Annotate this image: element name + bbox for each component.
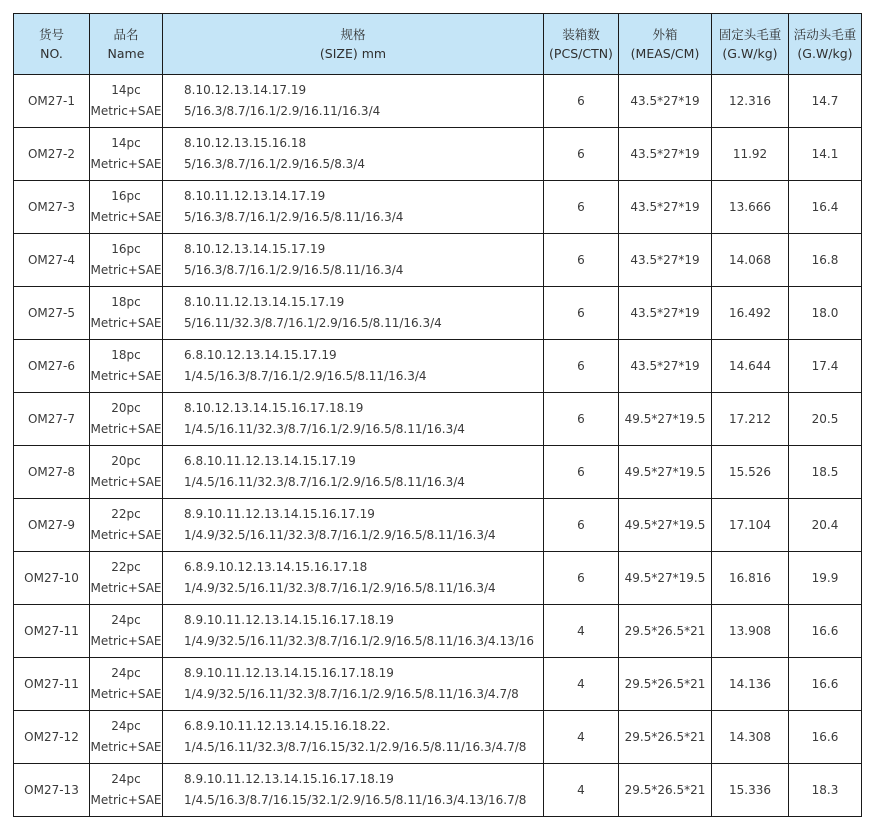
cell-pcs: 4	[544, 711, 619, 764]
size-sae: 1/4.9/32.5/16.11/32.3/8.7/16.1/2.9/16.5/8.11/16.3/4	[184, 528, 496, 542]
name-type: Metric+SAE	[90, 369, 162, 383]
cell-size	[163, 234, 544, 287]
header-no: 货号 NO.	[14, 14, 90, 75]
name-type: Metric+SAE	[90, 528, 162, 542]
size-metric: 6.8.9.10.12.13.14.15.16.17.18	[184, 560, 368, 574]
cell-no: OM27-6	[14, 340, 90, 393]
cell-pcs: 4	[544, 658, 619, 711]
cell-meas: 49.5*27*19.5	[619, 446, 712, 499]
size-metric: 6.8.10.12.13.14.15.17.19	[184, 348, 337, 362]
cell-name	[90, 658, 163, 711]
size-sae: 1/4.9/32.5/16.11/32.3/8.7/16.1/2.9/16.5/8.11/16.3/4.7/8	[184, 687, 519, 701]
header-row	[14, 14, 862, 75]
name-type: Metric+SAE	[90, 793, 162, 807]
table-row	[14, 499, 862, 552]
name-type: Metric+SAE	[90, 157, 162, 171]
table-row	[14, 340, 862, 393]
name-count: 16pc	[111, 242, 141, 256]
cell-no: OM27-9	[14, 499, 90, 552]
cell-name	[90, 499, 163, 552]
name-count: 24pc	[111, 719, 141, 733]
size-sae: 5/16.3/8.7/16.1/2.9/16.11/16.3/4	[184, 104, 381, 118]
cell-no: OM27-13	[14, 764, 90, 817]
header-name: 品名 Name	[90, 14, 163, 75]
size-metric: 8.10.12.13.15.16.18	[184, 136, 307, 150]
size-metric: 8.9.10.11.12.13.14.15.16.17.18.19	[184, 772, 394, 786]
cell-pcs: 4	[544, 764, 619, 817]
cell-name	[90, 181, 163, 234]
name-count: 18pc	[111, 295, 141, 309]
size-sae: 1/4.5/16.11/32.3/8.7/16.1/2.9/16.5/8.11/16.3/4	[184, 422, 465, 436]
cell-name	[90, 340, 163, 393]
size-sae: 5/16.3/8.7/16.1/2.9/16.5/8.11/16.3/4	[184, 210, 404, 224]
cell-name	[90, 711, 163, 764]
cell-fixed-weight: 13.666	[712, 181, 789, 234]
name-count: 16pc	[111, 189, 141, 203]
size-sae: 5/16.3/8.7/16.1/2.9/16.5/8.11/16.3/4	[184, 263, 404, 277]
cell-movable-weight: 14.1	[789, 128, 862, 181]
cell-name	[90, 75, 163, 128]
table-row	[14, 446, 862, 499]
cell-size	[163, 552, 544, 605]
size-sae: 5/16.11/32.3/8.7/16.1/2.9/16.5/8.11/16.3/4	[184, 316, 442, 330]
name-count: 20pc	[111, 401, 141, 415]
table-row	[14, 128, 862, 181]
cell-no: OM27-11	[14, 658, 90, 711]
size-sae: 1/4.5/16.11/32.3/8.7/16.1/2.9/16.5/8.11/16.3/4	[184, 475, 465, 489]
cell-movable-weight: 18.0	[789, 287, 862, 340]
size-metric: 8.10.12.13.14.15.17.19	[184, 242, 326, 256]
size-metric: 8.9.10.11.12.13.14.15.16.17.18.19	[184, 666, 394, 680]
size-sae: 1/4.5/16.11/32.3/8.7/16.15/32.1/2.9/16.5/8.11/16.3/4.7/8	[184, 740, 527, 754]
cell-no: OM27-1	[14, 75, 90, 128]
cell-meas: 29.5*26.5*21	[619, 711, 712, 764]
cell-size	[163, 711, 544, 764]
cell-no: OM27-4	[14, 234, 90, 287]
name-count: 22pc	[111, 560, 141, 574]
cell-size	[163, 393, 544, 446]
cell-meas: 49.5*27*19.5	[619, 393, 712, 446]
spec-table	[13, 13, 862, 817]
cell-pcs: 6	[544, 340, 619, 393]
cell-pcs: 6	[544, 499, 619, 552]
cell-size	[163, 340, 544, 393]
table-row	[14, 234, 862, 287]
cell-movable-weight: 16.4	[789, 181, 862, 234]
size-metric: 6.8.10.11.12.13.14.15.17.19	[184, 454, 356, 468]
cell-name	[90, 446, 163, 499]
cell-name	[90, 287, 163, 340]
cell-fixed-weight: 14.068	[712, 234, 789, 287]
cell-meas: 29.5*26.5*21	[619, 764, 712, 817]
size-sae: 5/16.3/8.7/16.1/2.9/16.5/8.3/4	[184, 157, 365, 171]
table-body	[14, 75, 862, 817]
name-count: 14pc	[111, 136, 141, 150]
cell-fixed-weight: 15.336	[712, 764, 789, 817]
cell-meas: 29.5*26.5*21	[619, 605, 712, 658]
name-count: 24pc	[111, 666, 141, 680]
table-row	[14, 552, 862, 605]
cell-movable-weight: 18.3	[789, 764, 862, 817]
size-metric: 8.9.10.11.12.13.14.15.16.17.18.19	[184, 613, 394, 627]
name-type: Metric+SAE	[90, 316, 162, 330]
cell-meas: 43.5*27*19	[619, 75, 712, 128]
cell-meas: 43.5*27*19	[619, 128, 712, 181]
cell-fixed-weight: 14.644	[712, 340, 789, 393]
size-metric: 8.9.10.11.12.13.14.15.16.17.19	[184, 507, 375, 521]
cell-no: OM27-2	[14, 128, 90, 181]
cell-name	[90, 605, 163, 658]
name-type: Metric+SAE	[90, 581, 162, 595]
table-row	[14, 181, 862, 234]
name-type: Metric+SAE	[90, 634, 162, 648]
size-sae: 1/4.9/32.5/16.11/32.3/8.7/16.1/2.9/16.5/8.11/16.3/4	[184, 581, 496, 595]
cell-size	[163, 764, 544, 817]
cell-fixed-weight: 14.136	[712, 658, 789, 711]
name-type: Metric+SAE	[90, 104, 162, 118]
cell-size	[163, 605, 544, 658]
cell-size	[163, 287, 544, 340]
table-row	[14, 393, 862, 446]
table-row	[14, 764, 862, 817]
cell-pcs: 6	[544, 287, 619, 340]
cell-movable-weight: 16.6	[789, 605, 862, 658]
cell-pcs: 6	[544, 234, 619, 287]
name-count: 24pc	[111, 613, 141, 627]
size-metric: 6.8.9.10.11.12.13.14.15.16.18.22.	[184, 719, 391, 733]
name-count: 24pc	[111, 772, 141, 786]
cell-name	[90, 552, 163, 605]
cell-movable-weight: 14.7	[789, 75, 862, 128]
cell-size	[163, 75, 544, 128]
cell-movable-weight: 19.9	[789, 552, 862, 605]
cell-name	[90, 128, 163, 181]
size-metric: 8.10.11.12.13.14.15.17.19	[184, 295, 345, 309]
cell-pcs: 6	[544, 181, 619, 234]
size-metric: 8.10.11.12.13.14.17.19	[184, 189, 326, 203]
cell-fixed-weight: 17.104	[712, 499, 789, 552]
name-type: Metric+SAE	[90, 210, 162, 224]
cell-movable-weight: 16.6	[789, 658, 862, 711]
cell-fixed-weight: 11.92	[712, 128, 789, 181]
header-pcs: 装箱数 (PCS/CTN)	[544, 14, 619, 75]
header-meas: 外箱 (MEAS/CM)	[619, 14, 712, 75]
cell-size	[163, 446, 544, 499]
cell-size	[163, 499, 544, 552]
size-sae: 1/4.9/32.5/16.11/32.3/8.7/16.1/2.9/16.5/8.11/16.3/4.13/16	[184, 634, 535, 648]
cell-no: OM27-7	[14, 393, 90, 446]
cell-no: OM27-11	[14, 605, 90, 658]
header-fixed-weight: 固定头毛重 (G.W/kg)	[712, 14, 789, 75]
cell-movable-weight: 16.8	[789, 234, 862, 287]
cell-movable-weight: 20.4	[789, 499, 862, 552]
table-header	[14, 14, 862, 75]
cell-meas: 43.5*27*19	[619, 181, 712, 234]
cell-meas: 43.5*27*19	[619, 234, 712, 287]
cell-name	[90, 393, 163, 446]
name-type: Metric+SAE	[90, 687, 162, 701]
cell-meas: 49.5*27*19.5	[619, 552, 712, 605]
cell-name	[90, 234, 163, 287]
header-movable-weight: 活动头毛重 (G.W/kg)	[789, 14, 862, 75]
size-sae: 1/4.5/16.3/8.7/16.15/32.1/2.9/16.5/8.11/16.3/4.13/16.7/8	[184, 793, 527, 807]
name-type: Metric+SAE	[90, 422, 162, 436]
cell-fixed-weight: 16.816	[712, 552, 789, 605]
cell-movable-weight: 20.5	[789, 393, 862, 446]
cell-size	[163, 128, 544, 181]
name-type: Metric+SAE	[90, 475, 162, 489]
name-count: 14pc	[111, 83, 141, 97]
cell-no: OM27-10	[14, 552, 90, 605]
cell-pcs: 6	[544, 75, 619, 128]
size-sae: 1/4.5/16.3/8.7/16.1/2.9/16.5/8.11/16.3/4	[184, 369, 427, 383]
cell-no: OM27-8	[14, 446, 90, 499]
cell-pcs: 6	[544, 446, 619, 499]
cell-fixed-weight: 16.492	[712, 287, 789, 340]
cell-fixed-weight: 14.308	[712, 711, 789, 764]
cell-fixed-weight: 12.316	[712, 75, 789, 128]
table-row	[14, 711, 862, 764]
table-row	[14, 287, 862, 340]
name-type: Metric+SAE	[90, 740, 162, 754]
cell-name	[90, 764, 163, 817]
size-metric: 8.10.12.13.14.17.19	[184, 83, 307, 97]
cell-pcs: 6	[544, 393, 619, 446]
name-count: 18pc	[111, 348, 141, 362]
cell-fixed-weight: 17.212	[712, 393, 789, 446]
table-row	[14, 605, 862, 658]
cell-meas: 43.5*27*19	[619, 340, 712, 393]
header-size: 规格 (SIZE) mm	[163, 14, 544, 75]
cell-meas: 29.5*26.5*21	[619, 658, 712, 711]
name-type: Metric+SAE	[90, 263, 162, 277]
name-count: 20pc	[111, 454, 141, 468]
table-row	[14, 658, 862, 711]
table-row	[14, 75, 862, 128]
cell-meas: 49.5*27*19.5	[619, 499, 712, 552]
cell-no: OM27-5	[14, 287, 90, 340]
cell-movable-weight: 16.6	[789, 711, 862, 764]
cell-movable-weight: 17.4	[789, 340, 862, 393]
cell-fixed-weight: 15.526	[712, 446, 789, 499]
cell-meas: 43.5*27*19	[619, 287, 712, 340]
size-metric: 8.10.12.13.14.15.16.17.18.19	[184, 401, 364, 415]
cell-movable-weight: 18.5	[789, 446, 862, 499]
cell-size	[163, 658, 544, 711]
cell-pcs: 6	[544, 128, 619, 181]
cell-pcs: 6	[544, 552, 619, 605]
cell-pcs: 4	[544, 605, 619, 658]
cell-no: OM27-3	[14, 181, 90, 234]
cell-fixed-weight: 13.908	[712, 605, 789, 658]
cell-no: OM27-12	[14, 711, 90, 764]
name-count: 22pc	[111, 507, 141, 521]
cell-size	[163, 181, 544, 234]
